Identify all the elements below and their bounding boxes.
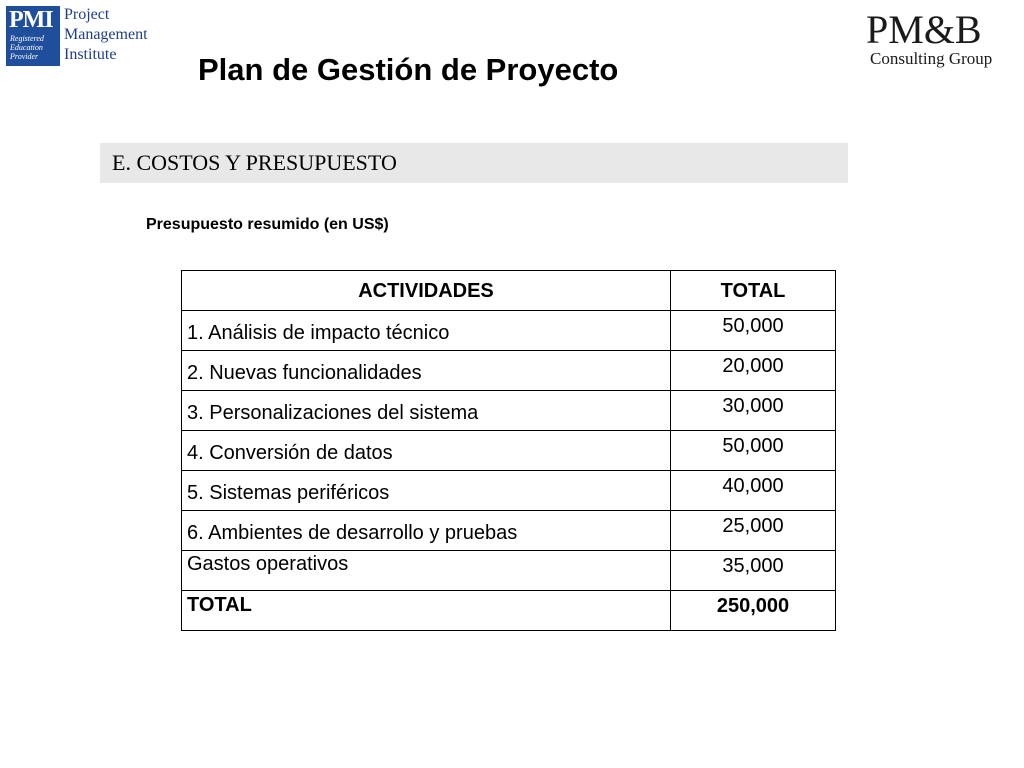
section-header	[100, 143, 848, 183]
table-header-row	[182, 271, 836, 311]
pmi-mark-line: Registered	[10, 34, 44, 43]
total-cell: 30,000	[671, 391, 836, 431]
table-row	[182, 431, 836, 471]
column-header-total: TOTAL	[671, 271, 836, 311]
total-cell: 25,000	[671, 511, 836, 551]
budget-table	[181, 270, 836, 631]
table-row	[182, 311, 836, 351]
pmi-mark-line: Education	[10, 43, 43, 52]
total-cell: 35,000	[671, 551, 836, 591]
table-total-row	[182, 591, 836, 631]
activity-cell: 2. Nuevas funcionalidades	[182, 351, 671, 391]
grand-total-label: TOTAL	[182, 591, 671, 631]
table-row	[182, 351, 836, 391]
pmb-logo-name: PM&B	[866, 7, 982, 52]
pmb-logo	[866, 8, 1016, 70]
grand-total-value: 250,000	[671, 591, 836, 631]
pmb-logo-subtitle: Consulting Group	[870, 49, 993, 68]
total-cell: 20,000	[671, 351, 836, 391]
table-row	[182, 551, 836, 591]
pmi-mark-caption	[10, 34, 44, 61]
table-row	[182, 391, 836, 431]
page-title: Plan de Gestión de Proyecto	[198, 52, 619, 87]
table-row	[182, 471, 836, 511]
pmi-mark-line: Provider	[10, 52, 39, 61]
activity-cell: 4. Conversión de datos	[182, 431, 671, 471]
pmi-logo-line: Management	[64, 26, 148, 43]
total-cell: 40,000	[671, 471, 836, 511]
table-row	[182, 511, 836, 551]
activity-cell: 3. Personalizaciones del sistema	[182, 391, 671, 431]
pmi-logo-mark	[6, 6, 60, 66]
column-header-activities: ACTIVIDADES	[182, 271, 671, 311]
activity-cell: 6. Ambientes de desarrollo y pruebas	[182, 511, 671, 551]
pmi-logo	[4, 4, 152, 68]
pmi-logo-text	[64, 5, 148, 65]
section-heading: E. COSTOS Y PRESUPUESTO	[112, 150, 397, 175]
activity-cell: 5. Sistemas periféricos	[182, 471, 671, 511]
total-cell: 50,000	[671, 311, 836, 351]
pmi-logo-line: Project	[64, 6, 110, 23]
total-cell: 50,000	[671, 431, 836, 471]
activity-cell: 1. Análisis de impacto técnico	[182, 311, 671, 351]
pmi-logo-line: Institute	[64, 46, 117, 63]
pmi-mark-letters: PMI	[9, 7, 53, 33]
budget-caption: Presupuesto resumido (en US$)	[146, 216, 389, 233]
activity-cell: Gastos operativos	[182, 551, 671, 591]
